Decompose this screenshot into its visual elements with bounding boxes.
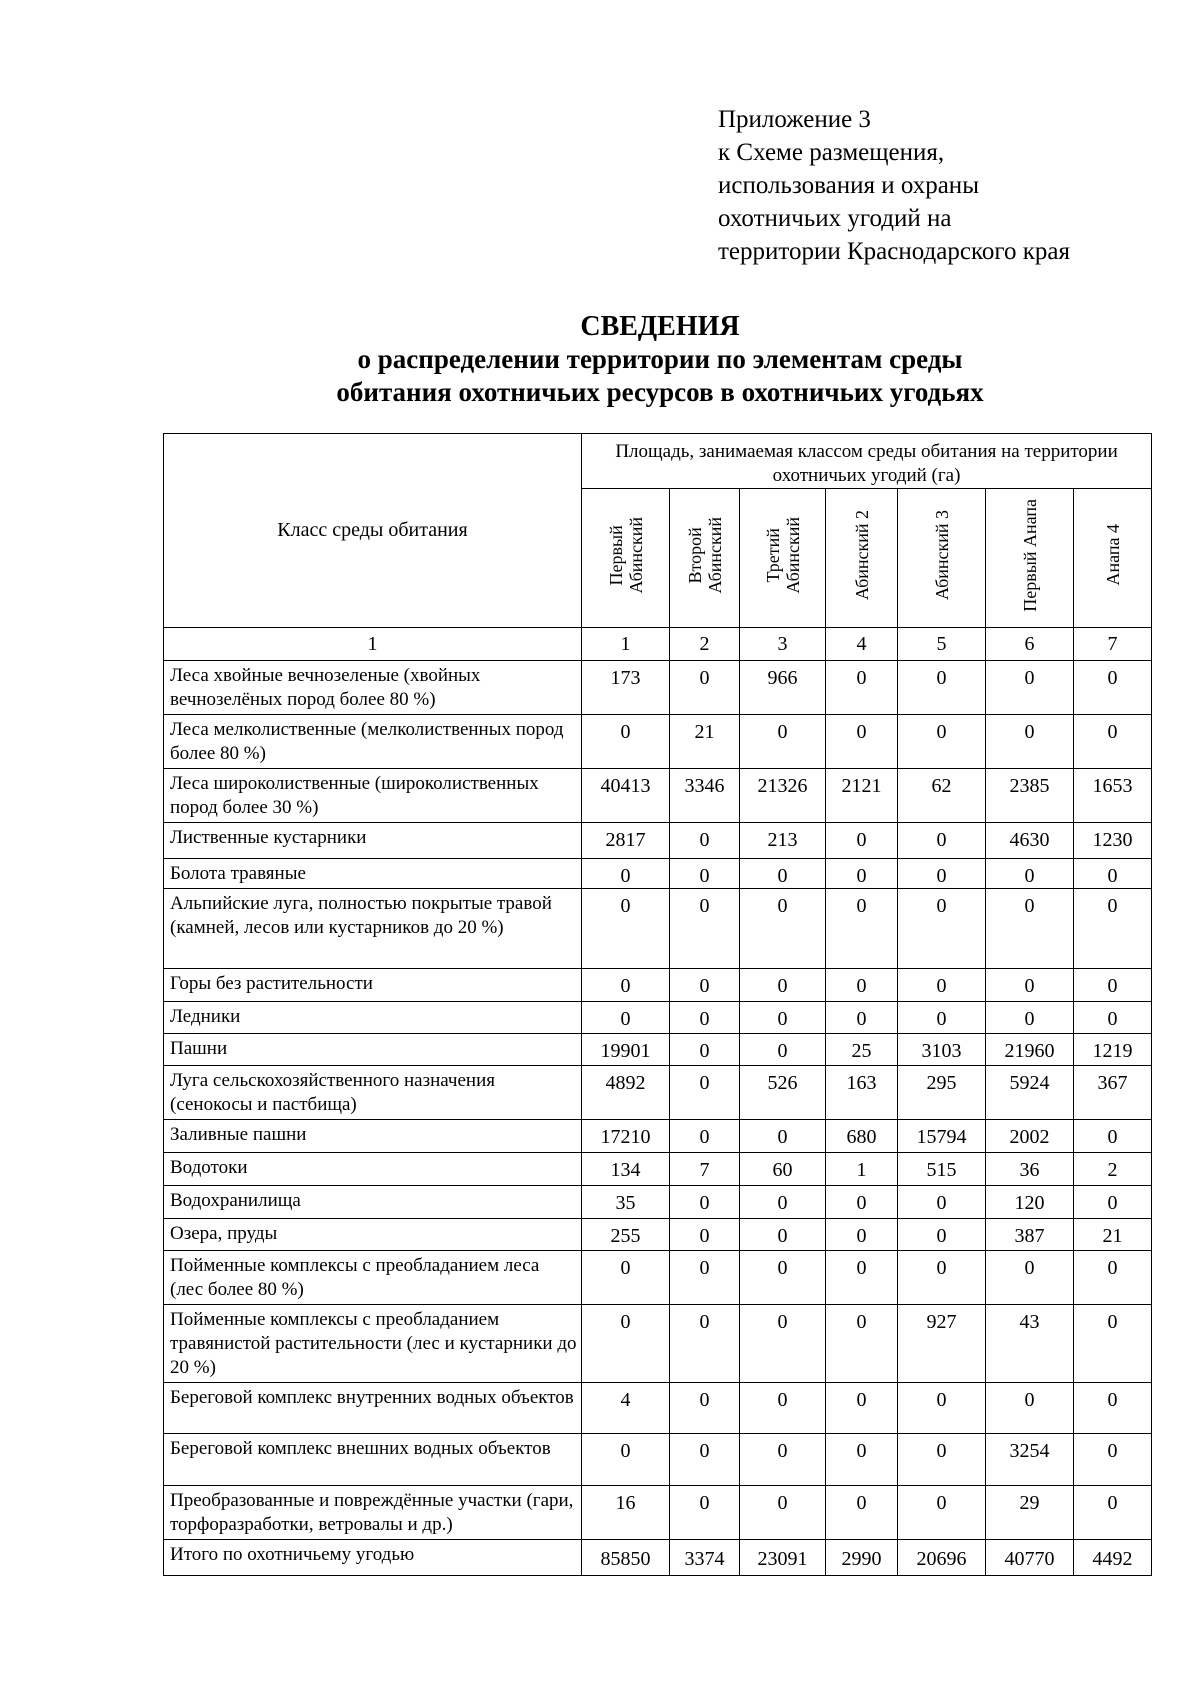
area-value: 0: [898, 823, 986, 859]
habitat-class-name: Болота травяные: [164, 859, 582, 889]
area-value: 0: [740, 1120, 826, 1153]
column-header: Абинский 3: [898, 489, 986, 628]
area-value: 21: [1074, 1219, 1152, 1251]
table-row: [164, 1066, 1152, 1120]
area-value: 19901: [582, 1034, 670, 1066]
area-value: 0: [898, 1434, 986, 1486]
area-value: 0: [1074, 1002, 1152, 1034]
area-value: 0: [670, 1034, 740, 1066]
habitat-class-name: Пойменные комплексы с преобладанием леса (лес более 80 %): [164, 1251, 582, 1305]
area-value: 2385: [986, 769, 1074, 823]
column-header: Первый Анапа: [986, 489, 1074, 628]
column-number: 6: [986, 628, 1074, 661]
area-value: 0: [670, 1219, 740, 1251]
area-value: 1230: [1074, 823, 1152, 859]
area-value: 85850: [582, 1540, 670, 1576]
area-value: 0: [826, 1251, 898, 1305]
column-number-row: [164, 628, 1152, 661]
appendix-line: к Схеме размещения,: [718, 139, 945, 166]
area-value: 0: [740, 715, 826, 769]
area-value: 15794: [898, 1120, 986, 1153]
area-value: 515: [898, 1153, 986, 1186]
appendix-heading: [718, 103, 1070, 268]
area-value: 0: [826, 1002, 898, 1034]
area-value: 3346: [670, 769, 740, 823]
area-value: 23091: [740, 1540, 826, 1576]
table-row: [164, 1002, 1152, 1034]
area-value: 0: [1074, 1251, 1152, 1305]
habitat-class-name: Ледники: [164, 1002, 582, 1034]
area-value: 0: [1074, 1486, 1152, 1540]
area-value: 0: [582, 1002, 670, 1034]
area-value: 2990: [826, 1540, 898, 1576]
area-header: Площадь, занимаемая классом среды обитания на территории охотничьих угодий (га): [582, 434, 1152, 489]
habitat-class-name: Альпийские луга, полностью покрытые травой (камней, лесов или кустарников до 20 %): [164, 889, 582, 969]
area-value: 1: [826, 1153, 898, 1186]
appendix-line: территории Краснодарского края: [718, 238, 1070, 265]
area-value: 17210: [582, 1120, 670, 1153]
area-value: 0: [898, 1486, 986, 1540]
area-value: 0: [1074, 889, 1152, 969]
area-value: 0: [1074, 1383, 1152, 1434]
table-row: [164, 1186, 1152, 1219]
title-line: СВЕДЕНИЯ: [580, 311, 740, 342]
area-value: 0: [826, 1305, 898, 1383]
area-value: 0: [826, 661, 898, 715]
area-value: 0: [826, 1186, 898, 1219]
area-value: 0: [740, 859, 826, 889]
area-value: 163: [826, 1066, 898, 1120]
area-value: 0: [740, 1002, 826, 1034]
area-value: 2: [1074, 1153, 1152, 1186]
area-value: 387: [986, 1219, 1074, 1251]
area-value: 0: [986, 661, 1074, 715]
area-value: 0: [1074, 1186, 1152, 1219]
habitat-class-name: Лиственные кустарники: [164, 823, 582, 859]
area-value: 0: [740, 1383, 826, 1434]
area-value: 2121: [826, 769, 898, 823]
table-row: [164, 715, 1152, 769]
column-number: 3: [740, 628, 826, 661]
area-value: 680: [826, 1120, 898, 1153]
area-value: 0: [898, 889, 986, 969]
area-value: 4: [582, 1383, 670, 1434]
habitat-class-name: Леса мелколиственные (мелколиственных пород более 80 %): [164, 715, 582, 769]
area-value: 0: [1074, 1434, 1152, 1486]
area-value: 16: [582, 1486, 670, 1540]
area-value: 4630: [986, 823, 1074, 859]
area-value: 62: [898, 769, 986, 823]
area-value: 295: [898, 1066, 986, 1120]
area-value: 0: [826, 1434, 898, 1486]
area-value: 0: [826, 969, 898, 1002]
table-row: [164, 859, 1152, 889]
area-value: 20696: [898, 1540, 986, 1576]
habitat-class-name: Береговой комплекс внутренних водных объектов: [164, 1383, 582, 1434]
area-value: 0: [986, 715, 1074, 769]
area-value: 0: [582, 1305, 670, 1383]
area-value: 0: [898, 969, 986, 1002]
area-value: 0: [670, 1066, 740, 1120]
table-row: [164, 1153, 1152, 1186]
area-value: 0: [826, 1383, 898, 1434]
area-value: 0: [582, 715, 670, 769]
area-value: 0: [1074, 1305, 1152, 1383]
area-value: 60: [740, 1153, 826, 1186]
area-value: 0: [740, 1305, 826, 1383]
area-value: 367: [1074, 1066, 1152, 1120]
area-value: 0: [670, 1305, 740, 1383]
table-row: [164, 661, 1152, 715]
table-row: [164, 823, 1152, 859]
area-value: 3374: [670, 1540, 740, 1576]
area-value: 0: [826, 889, 898, 969]
area-value: 0: [670, 1120, 740, 1153]
area-value: 0: [1074, 715, 1152, 769]
habitat-class-name: Береговой комплекс внешних водных объектов: [164, 1434, 582, 1486]
table-row: [164, 1251, 1152, 1305]
table-row: [164, 1120, 1152, 1153]
area-value: 0: [740, 969, 826, 1002]
area-value: 0: [898, 859, 986, 889]
area-value: 0: [582, 859, 670, 889]
area-value: 213: [740, 823, 826, 859]
column-header: Второй Абинский: [670, 489, 740, 628]
area-value: 0: [740, 889, 826, 969]
area-value: 0: [1074, 969, 1152, 1002]
area-value: 173: [582, 661, 670, 715]
area-value: 0: [898, 715, 986, 769]
column-number: 5: [898, 628, 986, 661]
area-value: 5924: [986, 1066, 1074, 1120]
area-value: 0: [670, 1251, 740, 1305]
area-value: 0: [740, 1434, 826, 1486]
area-value: 0: [740, 1219, 826, 1251]
area-value: 0: [1074, 661, 1152, 715]
area-value: 4892: [582, 1066, 670, 1120]
area-value: 0: [898, 661, 986, 715]
title-line: обитания охотничьих ресурсов в охотничьих угодьях: [336, 377, 984, 407]
area-value: 40413: [582, 769, 670, 823]
area-value: 36: [986, 1153, 1074, 1186]
area-value: 0: [826, 1486, 898, 1540]
area-value: 0: [826, 1219, 898, 1251]
area-value: 255: [582, 1219, 670, 1251]
column-header: Абинский 2: [826, 489, 898, 628]
area-value: 0: [986, 969, 1074, 1002]
area-value: 0: [670, 1434, 740, 1486]
table-row: [164, 889, 1152, 969]
area-value: 0: [898, 1219, 986, 1251]
area-value: 40770: [986, 1540, 1074, 1576]
area-value: 0: [740, 1486, 826, 1540]
column-number: 2: [670, 628, 740, 661]
habitat-class-name: Преобразованные и повреждённые участки (гари, торфоразработки, ветровалы и др.): [164, 1486, 582, 1540]
area-value: 3103: [898, 1034, 986, 1066]
area-value: 1653: [1074, 769, 1152, 823]
area-value: 25: [826, 1034, 898, 1066]
habitat-class-name: Леса хвойные вечнозеленые (хвойных вечнозелёных пород более 80 %): [164, 661, 582, 715]
habitat-class-name: Озера, пруды: [164, 1219, 582, 1251]
area-value: 0: [582, 1251, 670, 1305]
area-value: 29: [986, 1486, 1074, 1540]
area-value: 0: [670, 1002, 740, 1034]
document-title: [0, 310, 1200, 409]
title-line: о распределении территории по элементам среды: [357, 344, 963, 374]
table-row: [164, 969, 1152, 1002]
area-value: 0: [582, 889, 670, 969]
area-value: 0: [740, 1251, 826, 1305]
area-value: 0: [898, 1002, 986, 1034]
column-number: 1: [582, 628, 670, 661]
appendix-line: использования и охраны: [718, 172, 979, 199]
column-number: 7: [1074, 628, 1152, 661]
habitat-class-name: Горы без растительности: [164, 969, 582, 1002]
area-value: 2817: [582, 823, 670, 859]
area-value: 0: [826, 715, 898, 769]
area-value: 0: [670, 1383, 740, 1434]
area-value: 0: [898, 1251, 986, 1305]
table-row: [164, 1219, 1152, 1251]
habitat-class-name: Водотоки: [164, 1153, 582, 1186]
area-value: 0: [986, 889, 1074, 969]
table-row: [164, 1305, 1152, 1383]
area-value: 43: [986, 1305, 1074, 1383]
area-value: 0: [826, 859, 898, 889]
area-value: 0: [670, 1186, 740, 1219]
area-value: 0: [582, 969, 670, 1002]
class-header: Класс среды обитания: [164, 434, 582, 628]
area-value: 0: [986, 1383, 1074, 1434]
area-value: 0: [986, 1002, 1074, 1034]
area-value: 526: [740, 1066, 826, 1120]
area-value: 1219: [1074, 1034, 1152, 1066]
habitat-class-name: Заливные пашни: [164, 1120, 582, 1153]
appendix-line: Приложение 3: [718, 106, 871, 133]
table-row: [164, 1383, 1152, 1434]
table-row: [164, 1034, 1152, 1066]
habitat-class-name: Пашни: [164, 1034, 582, 1066]
area-value: 0: [670, 1486, 740, 1540]
table-row: [164, 1434, 1152, 1486]
table-row: [164, 769, 1152, 823]
area-value: 21326: [740, 769, 826, 823]
area-value: 0: [898, 1383, 986, 1434]
appendix-line: охотничьих угодий на: [718, 205, 952, 232]
column-number: 1: [164, 628, 582, 661]
area-value: 0: [740, 1034, 826, 1066]
area-value: 21960: [986, 1034, 1074, 1066]
area-value: 0: [1074, 859, 1152, 889]
area-value: 3254: [986, 1434, 1074, 1486]
area-value: 0: [986, 859, 1074, 889]
habitat-class-name: Водохранилища: [164, 1186, 582, 1219]
area-value: 0: [986, 1251, 1074, 1305]
area-value: 35: [582, 1186, 670, 1219]
area-value: 7: [670, 1153, 740, 1186]
area-value: 0: [898, 1186, 986, 1219]
habitat-table: [163, 433, 1152, 1576]
habitat-class-name: Леса широколиственные (широколиственных пород более 30 %): [164, 769, 582, 823]
area-value: 0: [670, 859, 740, 889]
area-value: 0: [1074, 1120, 1152, 1153]
habitat-class-name: Итого по охотничьему угодью: [164, 1540, 582, 1576]
area-value: 21: [670, 715, 740, 769]
area-value: 0: [670, 969, 740, 1002]
area-value: 0: [670, 661, 740, 715]
total-row: [164, 1540, 1152, 1576]
area-value: 0: [826, 823, 898, 859]
column-header: Третий Абинский: [740, 489, 826, 628]
column-number: 4: [826, 628, 898, 661]
habitat-class-name: Пойменные комплексы с преобладанием травянистой растительности (лес и кустарники до 20 %): [164, 1305, 582, 1383]
area-value: 927: [898, 1305, 986, 1383]
area-value: 0: [582, 1434, 670, 1486]
column-header: Анапа 4: [1074, 489, 1152, 628]
area-value: 966: [740, 661, 826, 715]
area-value: 0: [740, 1186, 826, 1219]
table-row: [164, 1486, 1152, 1540]
area-value: 134: [582, 1153, 670, 1186]
area-value: 120: [986, 1186, 1074, 1219]
area-value: 0: [670, 889, 740, 969]
area-value: 4492: [1074, 1540, 1152, 1576]
habitat-class-name: Луга сельскохозяйственного назначения (сенокосы и пастбища): [164, 1066, 582, 1120]
column-header: Первый Абинский: [582, 489, 670, 628]
area-value: 0: [670, 823, 740, 859]
area-value: 2002: [986, 1120, 1074, 1153]
table-body: [164, 661, 1152, 1576]
